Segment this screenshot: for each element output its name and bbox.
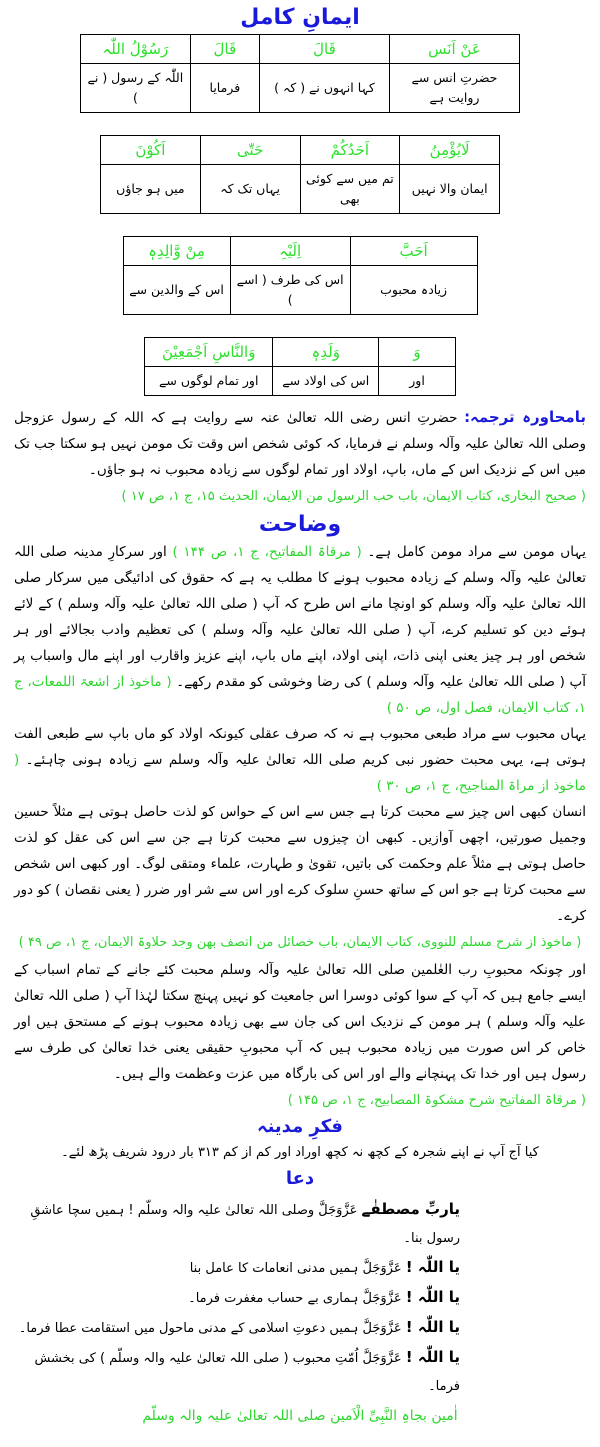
dua-invocation: یا اللّٰہ ! [405, 1288, 460, 1306]
arabic-word: اَکُوْنَ [101, 136, 201, 165]
dua-text: عَزَّوَجَلَّ اُمّتِ محبوب ( صلی اللہ تعالیٰ علیہ والہ وسلّم ) کی بخشش فرما۔ [34, 1351, 460, 1394]
arabic-word: عَنْ اَنَس [389, 35, 519, 64]
dua-invocation: یاربِّ مصطفٰے [361, 1200, 460, 1218]
translation-paragraph [14, 404, 586, 483]
translation-label: بامحاورہ ترجمہ: [464, 408, 586, 426]
urdu-meaning: اللّٰہ کے رسول ( نے ) [81, 64, 191, 113]
urdu-meaning: اس کے والدین سے [123, 266, 230, 315]
fikr-madina-text: کیا آج آپ نے اپنے شجرہ کے کچھ نہ کچھ اوراد اور کم از کم ۳۱۳ بار درود شریف پڑھ لئے۔ [61, 1145, 539, 1160]
reference-mirqat: ( مرقاۃ المفاتیح، ج ۱، ص ۱۴۴ ) [172, 544, 362, 560]
dua-line [14, 1343, 586, 1401]
urdu-meaning: اور [379, 367, 456, 396]
explanation-text: اور چونکہ محبوبِ رب العٰلمین صلی اللہ تعالیٰ علیہ وآلہ وسلم محبت کئے جانے کے تمام اسباب کے ایسے جامع ہیں کہ آپ کے سوا کوئی دوسرا اس جامعیت کو نہیں پہنچ سکتا لہٰذا آپ ( صلی اللہ تعالیٰ علیہ وآلہ وسلم ) ہر مومن کے نزدیک اس کی جان سے بھی زیادہ محبوب ہونے کے مستحق ہیں اور خاص کر اس صورت میں زیادہ محبوب ہیں کہ آپ محبوبِ حقیقی یعنی خدا تعالیٰ کی طرف سے رسول ہیں اور خدا تک پہنچانے والے اور اس کی بارگاہ میں عزت وعظمت والے ہیں۔ [14, 962, 586, 1082]
urdu-meaning: ایمان والا نہیں [400, 165, 500, 214]
page-title: ایمانِ کامل [240, 5, 360, 30]
urdu-meaning: اس کی طرف ( اسے ) [230, 266, 350, 315]
heading-fikr-madina: فکرِ مدینہ [257, 1116, 343, 1137]
reference-mirqat-2: ( مرقاۃ المفاتیح شرح مشکوۃ المصابیح، ج ۱، ص ۱۴۵ ) [287, 1093, 586, 1108]
urdu-meaning: یہاں تک کہ [200, 165, 300, 214]
dua-line [14, 1253, 586, 1283]
dua-invocation: یا اللّٰہ ! [405, 1258, 460, 1276]
arabic-word: رَسُوْلُ اللّٰہ [81, 35, 191, 64]
reference-miraat: ( ماخوذ از مراۃ المناجیح، ج ۱، ص ۳۰ ) [14, 752, 586, 794]
word-table-2 [100, 135, 500, 214]
arabic-word: قَالَ [190, 35, 259, 64]
dua-invocation: یا اللّٰہ ! [405, 1348, 460, 1366]
dua-text: عَزَّوَجَلَّ وصلی اللہ تعالیٰ علیہ والہ وسلّم ! ہمیں سچا عاشقِ رسول بنا۔ [30, 1203, 460, 1246]
urdu-meaning: کہا انہوں نے ( کہ ) [259, 64, 389, 113]
arabic-word: حَتّٰی [200, 136, 300, 165]
arabic-word: وَالنَّاسِ اَجْمَعِیْنَ [145, 338, 273, 367]
arabic-word: اِلَیْہِ [230, 237, 350, 266]
explanation-paragraph-2 [14, 721, 586, 799]
urdu-meaning: اور تمام لوگوں سے [145, 367, 273, 396]
dua-text: عَزَّوَجَلَّ ہمیں دعوتِ اسلامی کے مدنی ماحول میں استقامت عطا فرما۔ [18, 1321, 402, 1336]
reference-nawawi: ( ماخوذ از شرح مسلم للنووی، کتاب الایمان، باب خصائل من اتصف بھن وجد حلاوۃ الایمان، ج ۱، ص ۴۹ ) [18, 935, 582, 950]
dua-line [14, 1313, 586, 1343]
urdu-meaning: فرمایا [190, 64, 259, 113]
explanation-text: اور سرکارِ مدینہ صلی اللہ تعالیٰ علیہ وآلہ وسلم کے زیادہ محبوب ہونے کا مطلب یہ ہے کہ حقوق کی ادائیگی میں سرکار صلی اللہ تعالیٰ علیہ وآلہ وسلم کو اونچا مانے اس طرح کہ آپ ( صلی اللہ تعالیٰ علیہ وآلہ وسلم ) کے لائے ہوئے دین کو تسلیم کرے، آپ ( صلی اللہ تعالیٰ علیہ وآلہ وسلم ) کی تعظیم وادب بجالائے اور ہر شخص اور ہر چیز یعنی اپنی ذات، اپنی اولاد، اپنے ماں باپ، اپنے عزیز واقارب اور اپنے مال واسباب پر آپ ( صلی اللہ تعالیٰ علیہ وآلہ وسلم ) کی رضا وخوشی کو مقدم رکھے۔ [14, 544, 586, 690]
explanation-paragraph-1 [14, 539, 586, 721]
arabic-word: وَ [379, 338, 456, 367]
explanation-paragraph-4 [14, 957, 586, 1087]
dua-line [14, 1283, 586, 1313]
word-table-4 [144, 337, 456, 396]
arabic-word: لَایُؤْمِنُ [400, 136, 500, 165]
explanation-text: انسان کبھی اس چیز سے محبت کرتا ہے جس سے اس کے حواس کو لذت حاصل ہوتی ہے مثلاً حسین وجمیل صورتیں، اچھی آوازیں۔ کبھی ان چیزوں سے محبت کرتا ہے جن سے اس کی عقل کو لذت حاصل ہوتی ہے مثلاً علم وحکمت کی باتیں، تقویٰ و طہارت، علماء ومتقی لوگ۔ اور کبھی اس شخص سے محبت کرتا ہے جو اس کے ساتھ حسنِ سلوک کرے اور اس سے شر اور ضرر ( یعنی نقصان ) کو دور کرے۔ [14, 804, 586, 924]
dua-list [14, 1195, 586, 1401]
heading-explanation: وضاحت [258, 512, 342, 537]
arabic-word: اَحَدُکُمْ [300, 136, 400, 165]
urdu-meaning: حضرتِ انس سے روایت ہے [389, 64, 519, 113]
reference-ashiat: ( ماخوذ از اشعۃ اللمعات، ج ۱، کتاب الایمان، فصل اول، ص ۵۰ ) [14, 674, 586, 716]
word-table-3 [123, 236, 478, 315]
dua-text: عَزَّوَجَلَّ ہمیں مدنی انعامات کا عامل بنا [189, 1261, 402, 1276]
urdu-meaning: اس کی اولاد سے [273, 367, 379, 396]
explanation-text: یہاں مومن سے مراد مومن کامل ہے۔ [367, 544, 586, 560]
heading-dua: دعا [285, 1168, 315, 1189]
urdu-meaning: تم میں سے کوئی بھی [300, 165, 400, 214]
urdu-meaning: زیادہ محبوب [350, 266, 477, 315]
dua-line [14, 1195, 586, 1253]
arabic-word: مِنْ وَّالِدِہٖ [123, 237, 230, 266]
dua-text: عَزَّوَجَلَّ ہماری بے حساب مغفرت فرما۔ [188, 1291, 402, 1306]
arabic-word: قَالَ [259, 35, 389, 64]
word-table-1 [80, 34, 520, 113]
reference-bukhari: ( صحیح البخاری، کتاب الایمان، باب حب الرسول من الایمان، الحدیث ۱۵، ج ۱، ص ۱۷ ) [121, 489, 586, 504]
arabic-word: وَلَدِہٖ [273, 338, 379, 367]
arabic-word: اَحَبَّ [350, 237, 477, 266]
dua-closing: اٰمین بجاہِ النَّبِیِّ الْاَمین صلی اللہ تعالیٰ علیہ والہ وسلّم [142, 1408, 458, 1424]
translation-text: حضرتِ انس رضی اللہ تعالیٰ عنہ سے روایت ہے کہ اللہ کے رسول عزوجل وصلی اللہ تعالیٰ علیہ وآلہ وسلم نے فرمایا، کہ کوئی شخص اس وقت تک مومن نہیں ہو سکتا جب تک میں اس کے نزدیک اس کے ماں، باپ، اولاد اور تمام لوگوں سے زیادہ محبوب نہ ہو جاؤں۔ [14, 410, 586, 478]
explanation-text: یہاں محبوب سے مراد طبعی محبوب ہے نہ کہ صرف عقلی کیونکہ اولاد کو ماں باپ سے طبعی الفت ہوتی ہے، یہی محبت حضور نبی کریم صلی اللہ تعالیٰ علیہ وآلہ وسلم سے زیادہ ہونی چاہئے۔ [14, 726, 586, 768]
dua-invocation: یا اللّٰہ ! [405, 1318, 460, 1336]
urdu-meaning: میں ہو جاؤں [101, 165, 201, 214]
explanation-paragraph-3 [14, 799, 586, 929]
